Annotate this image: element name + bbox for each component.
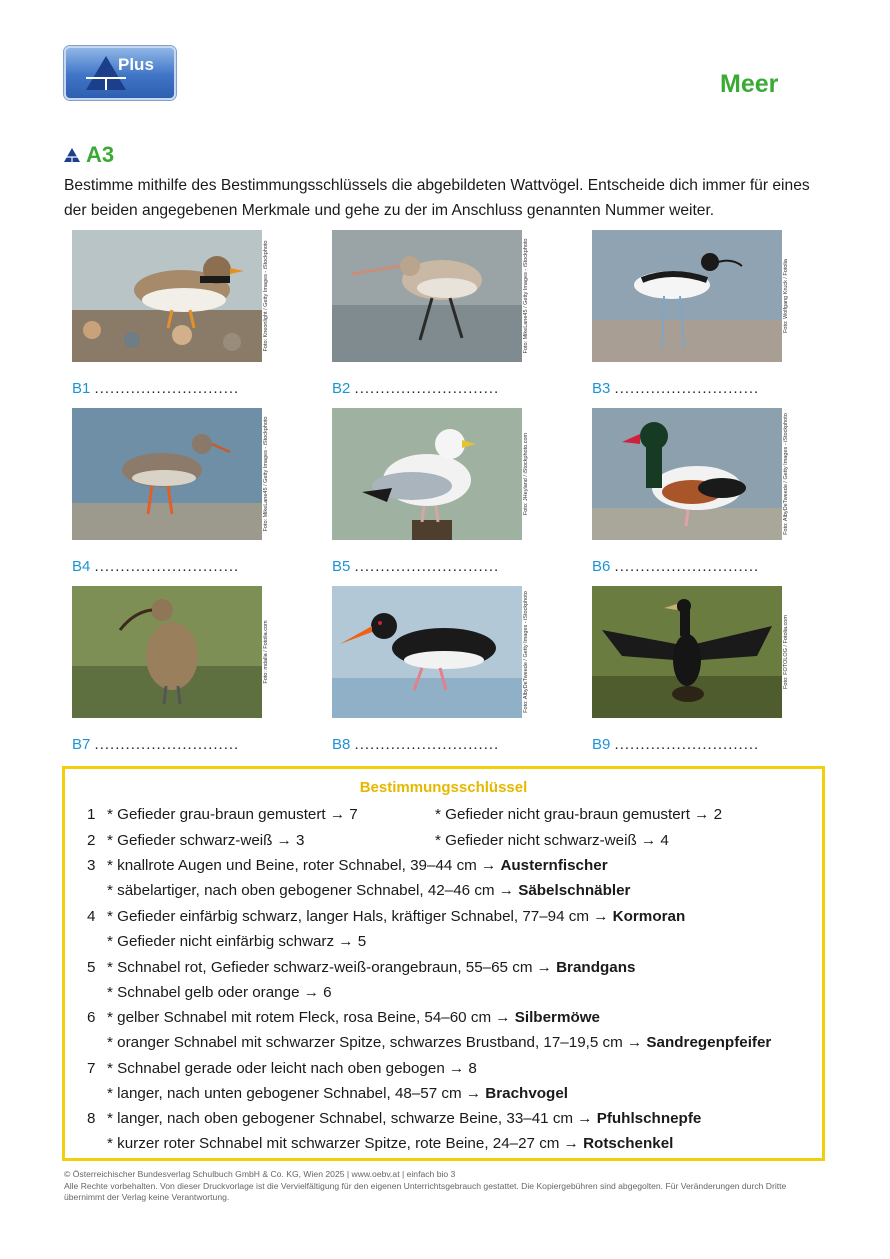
key-option-text: * kurzer roter Schnabel mit schwarzer Spitze, rote Beine, 24–27 cm → — [107, 1135, 584, 1152]
key-result: Säbelschnäbler — [518, 882, 631, 899]
bird-label: B3 — [592, 380, 611, 397]
bird-label: B4 — [72, 558, 91, 575]
triangle-icon — [64, 148, 80, 162]
bird-photo-b3 — [592, 230, 782, 362]
key-result: Silbermöwe — [514, 1009, 600, 1026]
answer-dots: ............................ — [354, 736, 500, 753]
bird-label: B6 — [592, 558, 611, 575]
answer-line-b1[interactable] — [72, 380, 239, 397]
key-option — [107, 1085, 568, 1102]
key-option-text: * knallrote Augen und Beine, roter Schnabel, 39–44 cm → — [107, 857, 501, 874]
answer-line-b3[interactable] — [592, 380, 759, 397]
footer-line: © Österreichischer Bundesverlag Schulbuch GmbH & Co. KG, Wien 2025 | www.oebv.at | einfach bio 3 — [64, 1169, 456, 1179]
answer-line-b9[interactable] — [592, 736, 759, 753]
photo-credit: Foto: JHeyland / iStockphoto.com — [523, 432, 529, 516]
key-result: Sandregenpfeifer — [646, 1034, 772, 1051]
answer-line-b6[interactable] — [592, 558, 759, 575]
key-option-text: * säbelartiger, nach oben gebogener Schnabel, 42–46 cm → — [107, 882, 519, 899]
bird-photo-b2 — [332, 230, 522, 362]
key-option — [107, 933, 366, 950]
bird-label: B5 — [332, 558, 351, 575]
key-option-text: * Gefieder nicht einfärbig schwarz → 5 — [107, 933, 367, 950]
task-instructions: Bestimme mithilfe des Bestimmungsschlüssels die abgebildeten Wattvögel. Entscheide dich immer für eines der beiden angegebenen Merkmale und gehe zu der im Anschluss genannten Nummer weiter. — [64, 177, 810, 219]
key-option: * Gefieder nicht schwarz-weiß → 4 — [435, 832, 669, 849]
key-option — [107, 857, 608, 874]
key-option — [107, 908, 685, 925]
answer-dots: ............................ — [354, 558, 500, 575]
key-result: Brachvogel — [485, 1085, 568, 1102]
key-number: 7 — [87, 1060, 96, 1077]
task-heading — [64, 142, 114, 168]
subject-title: Meer — [720, 70, 779, 98]
key-option — [107, 882, 630, 899]
bird-photo-b7 — [72, 586, 262, 718]
key-option: * Gefieder grau-braun gemustert → 7 — [107, 806, 358, 823]
answer-dots: ............................ — [94, 736, 240, 753]
photo-credit: Foto: mdalla / Fotolia.com — [263, 620, 269, 684]
key-option: * Gefieder nicht grau-braun gemustert → 2 — [435, 806, 723, 823]
bird-label: B1 — [72, 380, 91, 397]
key-option — [107, 1060, 477, 1077]
key-result: Austernfischer — [500, 857, 608, 874]
key-result: Brandgans — [556, 959, 636, 976]
photo-credit: Foto: FOTOLOG / Fotolia.com — [783, 615, 789, 689]
bird-photo-b1 — [72, 230, 262, 362]
key-number: 1 — [87, 806, 96, 823]
identification-key — [62, 766, 825, 1161]
key-option — [107, 1034, 771, 1051]
bird-label: B2 — [332, 380, 351, 397]
key-option-text: * Schnabel gelb oder orange → 6 — [107, 984, 332, 1001]
key-number: 6 — [87, 1009, 96, 1026]
publisher-logo — [64, 46, 176, 100]
answer-dots: ............................ — [354, 380, 500, 397]
key-option-text: * langer, nach unten gebogener Schnabel, 48–57 cm → — [107, 1085, 486, 1102]
photo-credit: Foto: MikeLane45 / Getty Images - iStockphoto — [523, 238, 529, 354]
bird-label: B8 — [332, 736, 351, 753]
key-option-text: * gelber Schnabel mit rotem Fleck, rosa Beine, 54–60 cm → — [107, 1009, 515, 1026]
key-option-text: * Schnabel gerade oder leicht nach oben gebogen → 8 — [107, 1060, 477, 1077]
key-result: Kormoran — [612, 908, 686, 925]
answer-line-b8[interactable] — [332, 736, 499, 753]
answer-line-b7[interactable] — [72, 736, 239, 753]
key-option — [107, 1009, 600, 1026]
bird-label: B9 — [592, 736, 611, 753]
bird-photo-b8 — [332, 586, 522, 718]
bird-photo-b6 — [592, 408, 782, 540]
answer-dots: ............................ — [614, 736, 760, 753]
photo-credit: Foto: AlbyDeTweede / Getty Images - iStockphoto — [783, 413, 789, 535]
answer-line-b2[interactable] — [332, 380, 499, 397]
logo-plus-text: Plus — [118, 55, 154, 74]
photo-credit: Foto: MikeLane45 / Getty Images - iStockphoto — [263, 416, 269, 532]
bird-photo-b4 — [72, 408, 262, 540]
answer-dots: ............................ — [94, 380, 240, 397]
footer-line: Alle Rechte vorbehalten. Von dieser Druckvorlage ist die Vervielfältigung für den eigenen Unterrichtsgebrauch gestattet. Die Kopiergebühren sind abgegolten. Für Veränderungen durch Dritte übernimmt der Verlag keine Verantwortung. — [64, 1180, 787, 1202]
copyright-footer — [64, 1169, 824, 1204]
key-number: 3 — [87, 857, 96, 874]
bird-photo-b9 — [592, 586, 782, 718]
bird-label: B7 — [72, 736, 91, 753]
key-number: 5 — [87, 959, 96, 976]
key-option — [107, 1110, 701, 1127]
key-title: Bestimmungsschlüssel — [359, 779, 528, 796]
photo-credit: Foto: Kneonlight / Getty Images - iStockphoto — [263, 240, 269, 352]
key-option: * Gefieder schwarz-weiß → 3 — [107, 832, 305, 849]
photo-credit: Foto: AlbyDeTweede / Getty Images - iStockphoto — [523, 591, 529, 713]
bird-photo-b5 — [332, 408, 522, 540]
answer-dots: ............................ — [614, 558, 760, 575]
key-result: Rotschenkel — [583, 1135, 674, 1152]
key-result: Pfuhlschnepfe — [596, 1110, 702, 1127]
answer-line-b5[interactable] — [332, 558, 499, 575]
photo-credit: Foto: Wolfgang Kruck / Fotolia — [783, 259, 789, 333]
key-option — [107, 1135, 673, 1152]
answer-line-b4[interactable] — [72, 558, 239, 575]
key-option-text: * Gefieder einfärbig schwarz, langer Hals, kräftiger Schnabel, 77–94 cm → — [107, 908, 613, 925]
key-option-text: * oranger Schnabel mit schwarzer Spitze, schwarzes Brustband, 17–19,5 cm → — [107, 1034, 647, 1051]
key-number: 2 — [87, 832, 96, 849]
key-option — [107, 984, 332, 1001]
key-option-text: * Schnabel rot, Gefieder schwarz-weiß-orangebraun, 55–65 cm → — [107, 959, 557, 976]
key-option — [107, 959, 635, 976]
task-id: A3 — [86, 142, 115, 167]
key-number: 8 — [87, 1110, 96, 1127]
key-option-text: * langer, nach oben gebogener Schnabel, schwarze Beine, 33–41 cm → — [107, 1110, 597, 1127]
answer-dots: ............................ — [614, 380, 760, 397]
key-number: 4 — [87, 908, 96, 925]
answer-dots: ............................ — [94, 558, 240, 575]
